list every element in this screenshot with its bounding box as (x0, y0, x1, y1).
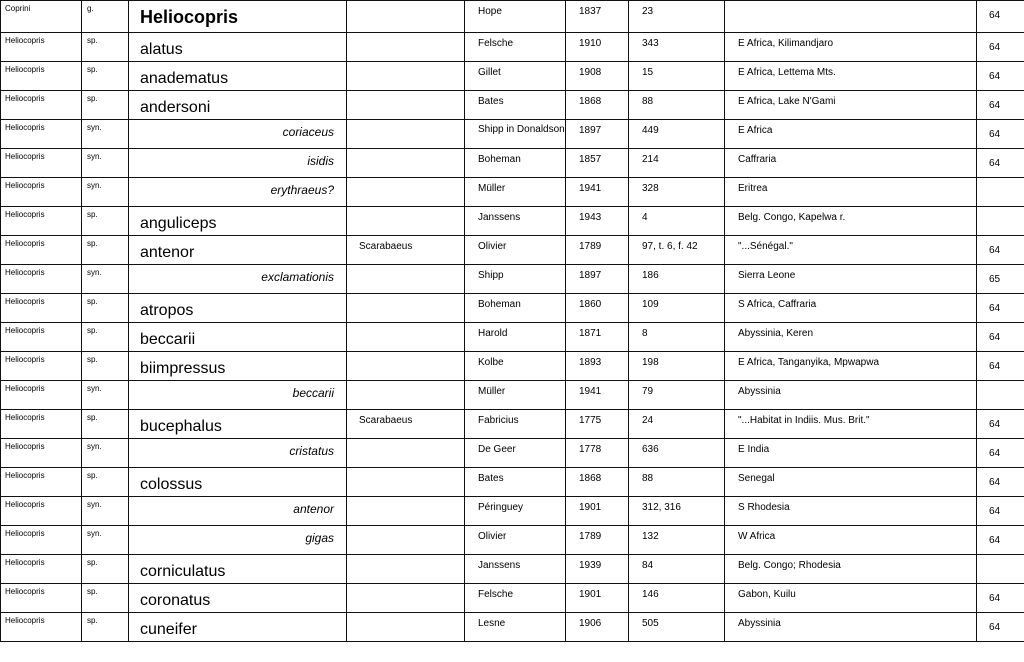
genus-cell: Heliocopris (1, 207, 82, 236)
locality-cell: "...Sénégal." (725, 236, 977, 265)
locality-cell: Senegal (725, 468, 977, 497)
locality-cell: Abyssinia (725, 381, 977, 410)
page-cell: 23 (629, 1, 725, 33)
reference-cell: 64 (977, 294, 1024, 323)
year-cell: 1778 (566, 439, 629, 468)
genus-cell: Heliocopris (1, 613, 82, 642)
author-cell: Kolbe (465, 352, 566, 381)
year-cell: 1871 (566, 323, 629, 352)
original-genus-cell (347, 33, 465, 62)
table-row (1, 323, 1024, 352)
genus-cell: Coprini (1, 1, 82, 33)
table-row (1, 62, 1024, 91)
rank-cell: syn. (82, 497, 129, 526)
original-genus-cell: Scarabaeus (347, 236, 465, 265)
rank-cell: sp. (82, 236, 129, 265)
table-row (1, 468, 1024, 497)
rank-cell: sp. (82, 555, 129, 584)
taxon-name-cell: erythraeus? (129, 178, 347, 207)
locality-cell: S Rhodesia (725, 497, 977, 526)
genus-cell: Heliocopris (1, 468, 82, 497)
year-cell: 1901 (566, 584, 629, 613)
taxon-name-cell: cuneifer (129, 613, 347, 642)
author-cell: Harold (465, 323, 566, 352)
locality-cell: Sierra Leone (725, 265, 977, 294)
page-cell: 636 (629, 439, 725, 468)
reference-cell: 64 (977, 584, 1024, 613)
reference-cell: 64 (977, 439, 1024, 468)
table-row (1, 584, 1024, 613)
locality-cell: S Africa, Caffraria (725, 294, 977, 323)
year-cell: 1908 (566, 62, 629, 91)
author-cell: Shipp (465, 265, 566, 294)
genus-cell: Heliocopris (1, 236, 82, 265)
original-genus-cell (347, 323, 465, 352)
page-cell: 88 (629, 468, 725, 497)
rank-cell: sp. (82, 33, 129, 62)
page-cell: 97, t. 6, f. 42 (629, 236, 725, 265)
year-cell: 1897 (566, 265, 629, 294)
reference-cell: 64 (977, 120, 1024, 149)
taxon-name-cell: corniculatus (129, 555, 347, 584)
page-cell: 505 (629, 613, 725, 642)
taxon-name-cell: anadematus (129, 62, 347, 91)
taxon-name-cell: Heliocopris (129, 1, 347, 33)
table-row (1, 526, 1024, 555)
original-genus-cell (347, 555, 465, 584)
locality-cell: Eritrea (725, 178, 977, 207)
table-row (1, 439, 1024, 468)
year-cell: 1868 (566, 468, 629, 497)
page-cell: 79 (629, 381, 725, 410)
reference-cell: 64 (977, 62, 1024, 91)
page-cell: 84 (629, 555, 725, 584)
original-genus-cell (347, 381, 465, 410)
page-cell: 24 (629, 410, 725, 439)
reference-cell: 64 (977, 410, 1024, 439)
reference-cell (977, 178, 1024, 207)
author-cell: Müller (465, 381, 566, 410)
rank-cell: syn. (82, 381, 129, 410)
reference-cell: 64 (977, 613, 1024, 642)
table-row (1, 613, 1024, 642)
year-cell: 1941 (566, 178, 629, 207)
rank-cell: sp. (82, 468, 129, 497)
table-row (1, 91, 1024, 120)
table-row (1, 497, 1024, 526)
page-cell: 449 (629, 120, 725, 149)
locality-cell (725, 1, 977, 33)
rank-cell: sp. (82, 62, 129, 91)
locality-cell: E Africa (725, 120, 977, 149)
table-row (1, 207, 1024, 236)
author-cell: Bates (465, 91, 566, 120)
locality-cell: E Africa, Lettema Mts. (725, 62, 977, 91)
taxon-name-cell: beccarii (129, 323, 347, 352)
rank-cell: syn. (82, 439, 129, 468)
taxon-name-cell: alatus (129, 33, 347, 62)
rank-cell: syn. (82, 120, 129, 149)
table-row (1, 120, 1024, 149)
page-cell: 198 (629, 352, 725, 381)
page-cell: 328 (629, 178, 725, 207)
original-genus-cell (347, 526, 465, 555)
page-cell: 109 (629, 294, 725, 323)
genus-cell: Heliocopris (1, 497, 82, 526)
rank-cell: sp. (82, 207, 129, 236)
table-row (1, 294, 1024, 323)
locality-cell: E Africa, Tanganyika, Mpwapwa (725, 352, 977, 381)
reference-cell: 64 (977, 33, 1024, 62)
taxon-name-cell: anguliceps (129, 207, 347, 236)
author-cell: Janssens (465, 207, 566, 236)
author-cell: Felsche (465, 33, 566, 62)
reference-cell (977, 381, 1024, 410)
original-genus-cell (347, 149, 465, 178)
page-cell: 312, 316 (629, 497, 725, 526)
taxon-name-cell: coronatus (129, 584, 347, 613)
reference-cell: 64 (977, 149, 1024, 178)
taxon-name-cell: biimpressus (129, 352, 347, 381)
year-cell: 1775 (566, 410, 629, 439)
genus-cell: Heliocopris (1, 265, 82, 294)
locality-cell: Belg. Congo; Rhodesia (725, 555, 977, 584)
reference-cell: 65 (977, 265, 1024, 294)
original-genus-cell (347, 294, 465, 323)
genus-cell: Heliocopris (1, 410, 82, 439)
genus-cell: Heliocopris (1, 323, 82, 352)
author-cell: Müller (465, 178, 566, 207)
original-genus-cell (347, 584, 465, 613)
genus-cell: Heliocopris (1, 584, 82, 613)
year-cell: 1857 (566, 149, 629, 178)
genus-cell: Heliocopris (1, 352, 82, 381)
year-cell: 1789 (566, 526, 629, 555)
year-cell: 1939 (566, 555, 629, 584)
original-genus-cell (347, 91, 465, 120)
locality-cell: E India (725, 439, 977, 468)
reference-cell: 64 (977, 497, 1024, 526)
genus-cell: Heliocopris (1, 381, 82, 410)
author-cell: Olivier (465, 526, 566, 555)
locality-cell: E Africa, Kilimandjaro (725, 33, 977, 62)
page-cell: 4 (629, 207, 725, 236)
table-row (1, 381, 1024, 410)
page-cell: 88 (629, 91, 725, 120)
author-cell: Shipp in Donaldson (465, 120, 566, 149)
year-cell: 1789 (566, 236, 629, 265)
rank-cell: sp. (82, 294, 129, 323)
genus-cell: Heliocopris (1, 526, 82, 555)
taxon-name-cell: coriaceus (129, 120, 347, 149)
page-cell: 343 (629, 33, 725, 62)
table-row (1, 1, 1024, 33)
reference-cell: 64 (977, 236, 1024, 265)
rank-cell: sp. (82, 323, 129, 352)
rank-cell: syn. (82, 149, 129, 178)
locality-cell: Caffraria (725, 149, 977, 178)
rank-cell: syn. (82, 178, 129, 207)
taxon-name-cell: antenor (129, 236, 347, 265)
author-cell: Hope (465, 1, 566, 33)
original-genus-cell (347, 62, 465, 91)
year-cell: 1901 (566, 497, 629, 526)
author-cell: Fabricius (465, 410, 566, 439)
original-genus-cell: Scarabaeus (347, 410, 465, 439)
genus-cell: Heliocopris (1, 120, 82, 149)
original-genus-cell (347, 352, 465, 381)
year-cell: 1897 (566, 120, 629, 149)
taxon-name-cell: gigas (129, 526, 347, 555)
genus-cell: Heliocopris (1, 294, 82, 323)
taxon-name-cell: atropos (129, 294, 347, 323)
reference-cell: 64 (977, 1, 1024, 33)
locality-cell: Abyssinia, Keren (725, 323, 977, 352)
table-row (1, 555, 1024, 584)
original-genus-cell (347, 207, 465, 236)
original-genus-cell (347, 497, 465, 526)
original-genus-cell (347, 613, 465, 642)
reference-cell: 64 (977, 526, 1024, 555)
year-cell: 1943 (566, 207, 629, 236)
rank-cell: sp. (82, 91, 129, 120)
original-genus-cell (347, 265, 465, 294)
table-row (1, 33, 1024, 62)
author-cell: Lesne (465, 613, 566, 642)
original-genus-cell (347, 439, 465, 468)
page-cell: 15 (629, 62, 725, 91)
year-cell: 1868 (566, 91, 629, 120)
taxon-name-cell: exclamationis (129, 265, 347, 294)
rank-cell: g. (82, 1, 129, 33)
table-row (1, 352, 1024, 381)
page-cell: 132 (629, 526, 725, 555)
author-cell: Péringuey (465, 497, 566, 526)
author-cell: Janssens (465, 555, 566, 584)
original-genus-cell (347, 1, 465, 33)
reference-cell (977, 207, 1024, 236)
year-cell: 1941 (566, 381, 629, 410)
year-cell: 1837 (566, 1, 629, 33)
taxon-name-cell: andersoni (129, 91, 347, 120)
author-cell: De Geer (465, 439, 566, 468)
taxon-name-cell: beccarii (129, 381, 347, 410)
locality-cell: Abyssinia (725, 613, 977, 642)
rank-cell: sp. (82, 410, 129, 439)
page-cell: 146 (629, 584, 725, 613)
genus-cell: Heliocopris (1, 91, 82, 120)
table-row (1, 265, 1024, 294)
rank-cell: sp. (82, 613, 129, 642)
author-cell: Bates (465, 468, 566, 497)
genus-cell: Heliocopris (1, 555, 82, 584)
year-cell: 1893 (566, 352, 629, 381)
page-cell: 186 (629, 265, 725, 294)
reference-cell: 64 (977, 352, 1024, 381)
table-row (1, 236, 1024, 265)
genus-cell: Heliocopris (1, 62, 82, 91)
taxon-name-cell: isidis (129, 149, 347, 178)
original-genus-cell (347, 178, 465, 207)
original-genus-cell (347, 120, 465, 149)
locality-cell: W Africa (725, 526, 977, 555)
table-row (1, 178, 1024, 207)
reference-cell: 64 (977, 323, 1024, 352)
genus-cell: Heliocopris (1, 439, 82, 468)
author-cell: Gillet (465, 62, 566, 91)
page-cell: 8 (629, 323, 725, 352)
reference-cell: 64 (977, 91, 1024, 120)
rank-cell: syn. (82, 265, 129, 294)
author-cell: Boheman (465, 149, 566, 178)
locality-cell: "...Habitat in Indiis. Mus. Brit." (725, 410, 977, 439)
taxon-name-cell: antenor (129, 497, 347, 526)
author-cell: Felsche (465, 584, 566, 613)
rank-cell: sp. (82, 584, 129, 613)
taxon-name-cell: cristatus (129, 439, 347, 468)
year-cell: 1906 (566, 613, 629, 642)
author-cell: Boheman (465, 294, 566, 323)
locality-cell: Belg. Congo, Kapelwa r. (725, 207, 977, 236)
year-cell: 1910 (566, 33, 629, 62)
rank-cell: syn. (82, 526, 129, 555)
author-cell: Olivier (465, 236, 566, 265)
reference-cell (977, 555, 1024, 584)
table-row (1, 410, 1024, 439)
rank-cell: sp. (82, 352, 129, 381)
locality-cell: Gabon, Kuilu (725, 584, 977, 613)
genus-cell: Heliocopris (1, 149, 82, 178)
genus-cell: Heliocopris (1, 33, 82, 62)
locality-cell: E Africa, Lake N'Gami (725, 91, 977, 120)
genus-cell: Heliocopris (1, 178, 82, 207)
page-cell: 214 (629, 149, 725, 178)
table-row (1, 149, 1024, 178)
original-genus-cell (347, 468, 465, 497)
taxon-name-cell: bucephalus (129, 410, 347, 439)
reference-cell: 64 (977, 468, 1024, 497)
taxon-name-cell: colossus (129, 468, 347, 497)
year-cell: 1860 (566, 294, 629, 323)
